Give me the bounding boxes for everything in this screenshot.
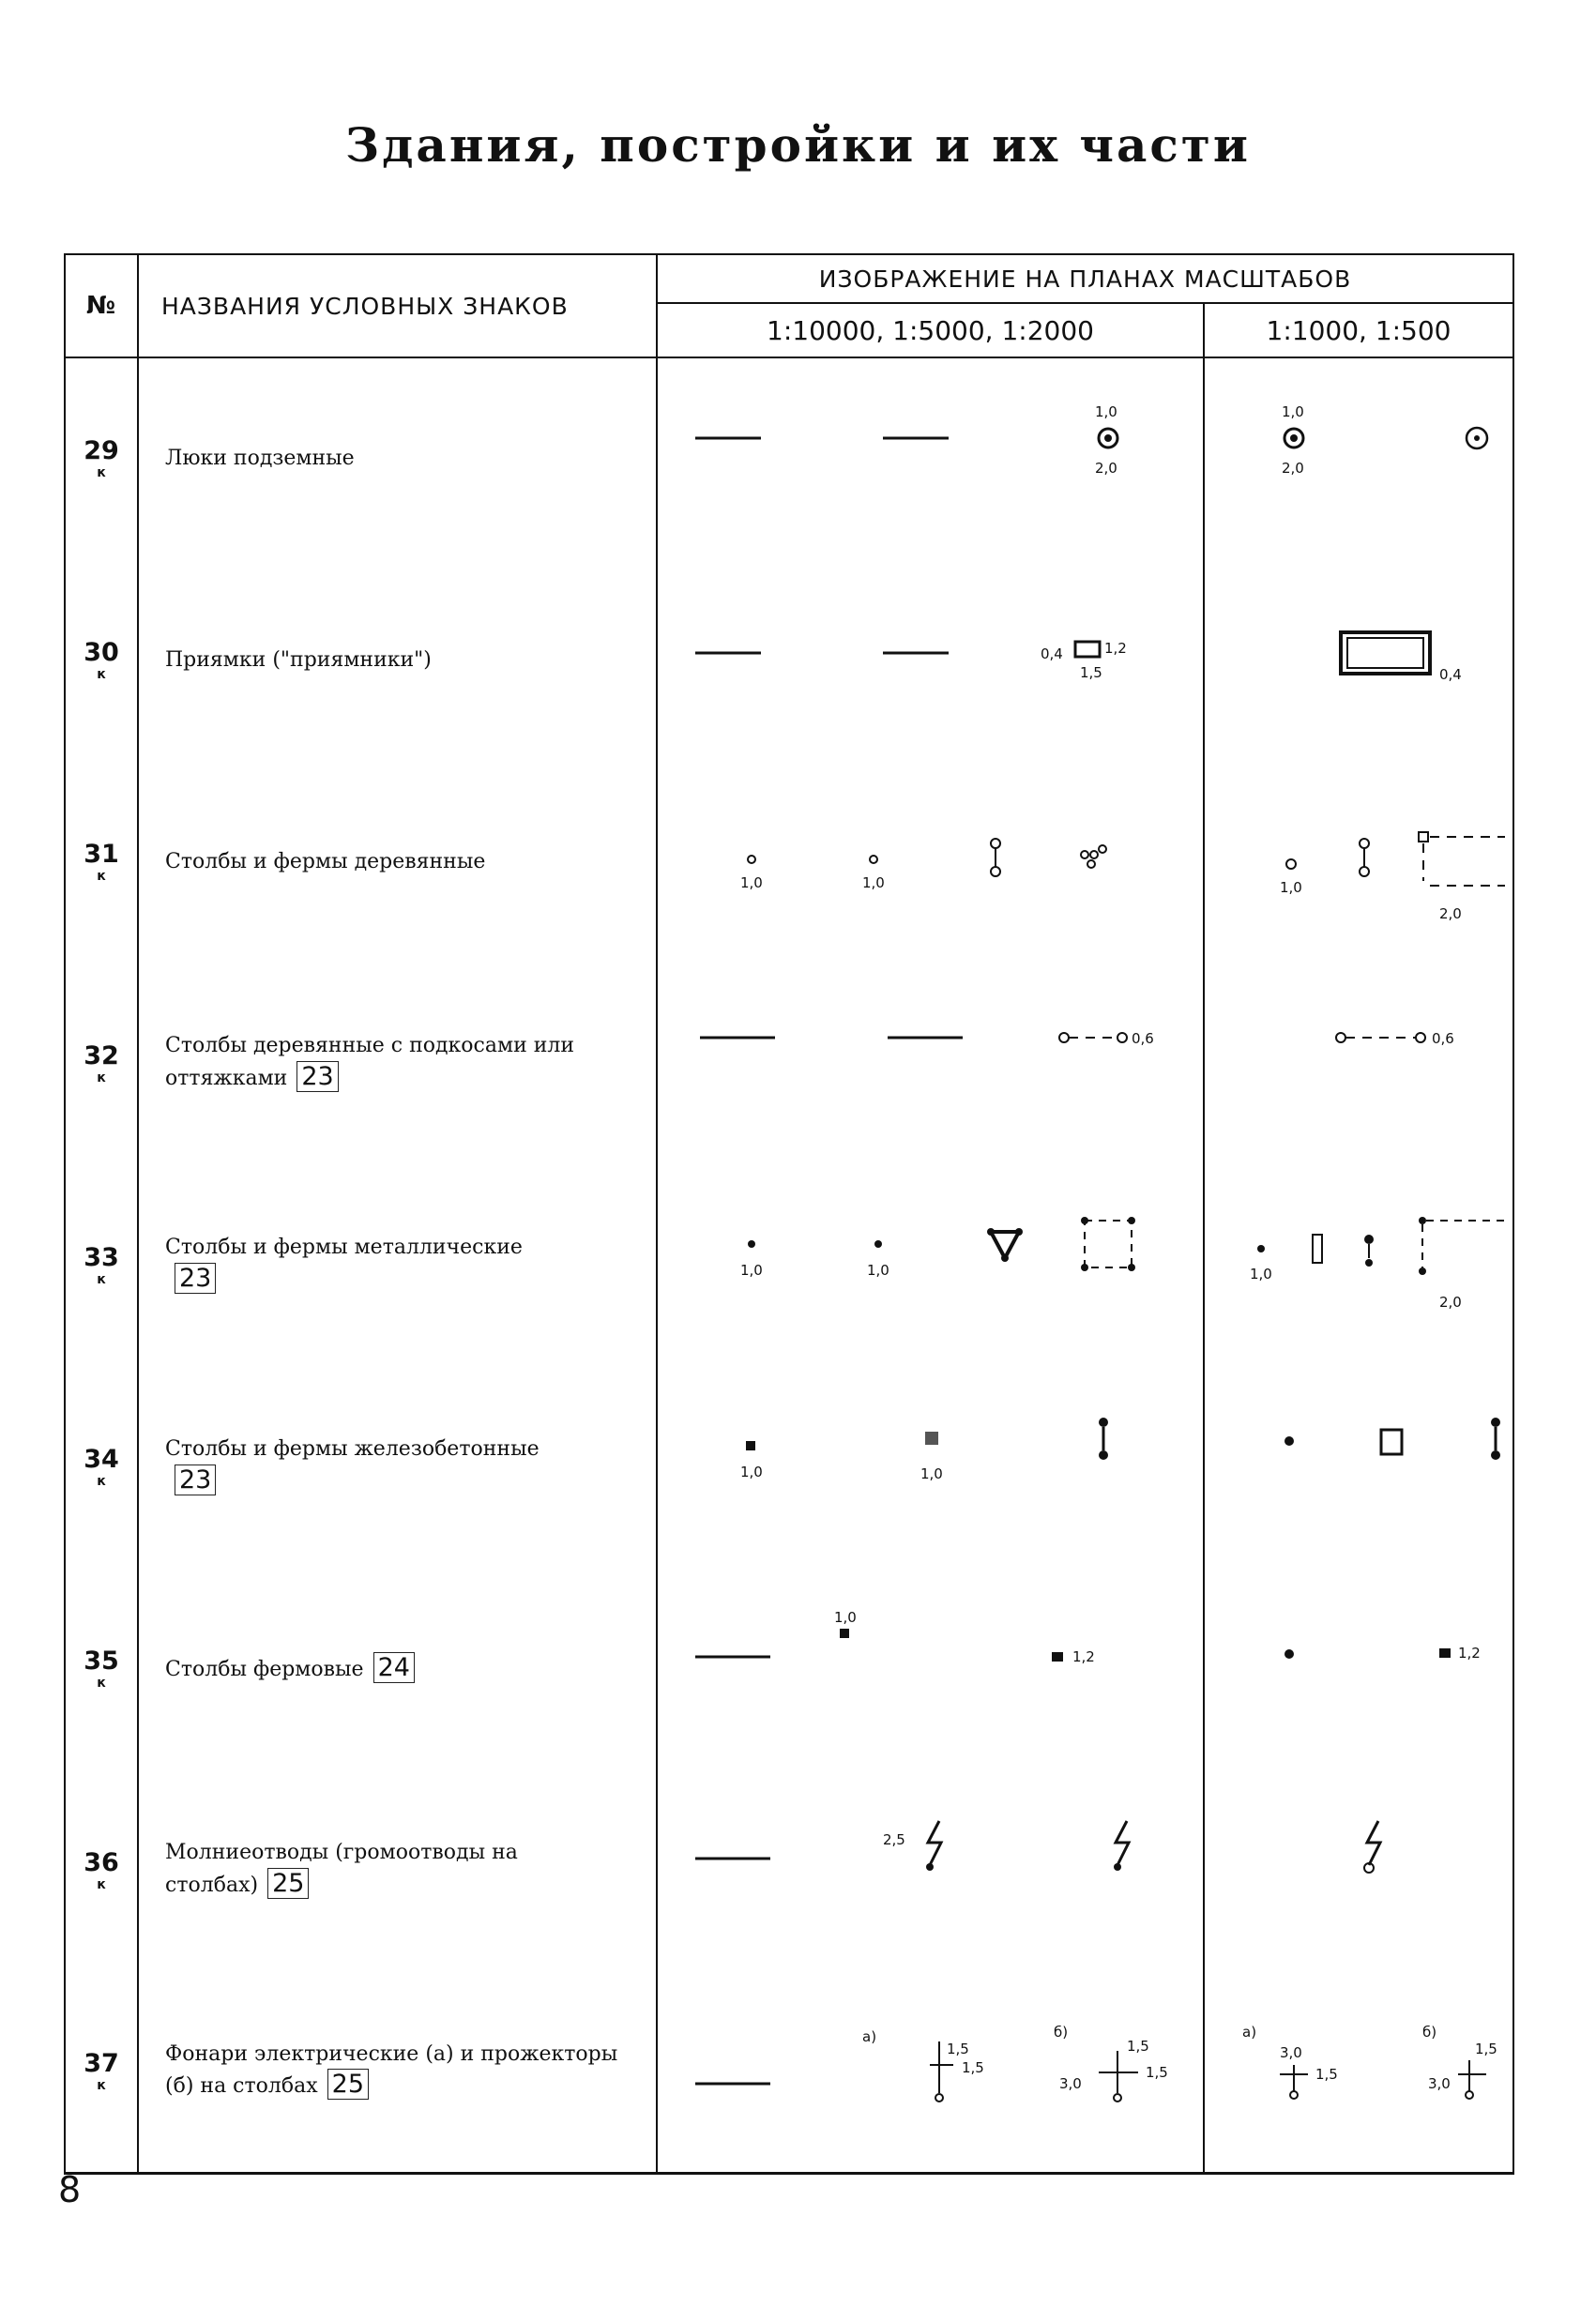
svg-text:а): а) [1242,2024,1257,2041]
svg-text:3,0: 3,0 [1280,2044,1302,2061]
svg-text:1,0: 1,0 [740,874,763,891]
row-name: Молниеотводы (громоотводы на столбах) 25 [138,1769,657,1971]
svg-text:2,5: 2,5 [883,1831,905,1848]
svg-text:2,0: 2,0 [1095,460,1117,477]
header-name: НАЗВАНИЯ УСЛОВНЫХ ЗНАКОВ [138,254,657,357]
svg-text:1,2: 1,2 [1458,1645,1481,1662]
table-row [65,1971,1513,2173]
braced-post-symbol-large [1205,963,1512,1164]
table-row [65,1568,1513,1769]
svg-text:1,2: 1,2 [1104,640,1127,657]
svg-text:1,0: 1,0 [862,874,885,891]
row-name: Люки подземные [138,357,657,559]
row-number: 37 к [65,1971,138,2173]
symbol-cell-scale-a [657,357,1204,559]
lightning-rod-symbol-large [1205,1769,1512,1971]
svg-text:1,0: 1,0 [867,1262,889,1279]
svg-text:1,5: 1,5 [947,2041,969,2057]
svg-text:1,5: 1,5 [962,2059,984,2076]
legend-table [64,253,1514,2175]
svg-text:1,0: 1,0 [920,1465,943,1482]
svg-text:0,6: 0,6 [1132,1030,1154,1047]
svg-text:а): а) [862,2028,877,2045]
svg-text:1,5: 1,5 [1315,2066,1338,2083]
header-group: ИЗОБРАЖЕНИЕ НА ПЛАНАХ МАСШТАБОВ [657,254,1513,303]
concrete-post-symbol [658,1366,1203,1568]
symbol-cell-scale-a [657,559,1204,761]
reference-number: 23 [175,1465,216,1495]
wooden-post-symbol-large [1205,761,1512,963]
reference-number: 25 [327,2069,369,2100]
table-row [65,1366,1513,1568]
row-name: Столбы и фермы железобетонные 23 [138,1366,657,1568]
svg-text:3,0: 3,0 [1059,2075,1082,2092]
symbol-cell-scale-b [1204,1769,1513,1971]
symbol-cell-scale-b [1204,963,1513,1164]
row-number: 35 к [65,1568,138,1769]
lamp-post-symbol-large [1205,1971,1512,2172]
symbol-cell-scale-a [657,1366,1204,1568]
svg-text:0,4: 0,4 [1041,645,1063,662]
symbol-cell-scale-a [657,1971,1204,2173]
table-row [65,1769,1513,1971]
symbol-cell-scale-b [1204,559,1513,761]
svg-text:0,6: 0,6 [1432,1030,1454,1047]
svg-text:0,4: 0,4 [1439,666,1462,683]
symbol-cell-scale-b [1204,761,1513,963]
row-number: 32 к [65,963,138,1164]
symbol-cell-scale-a [657,1164,1204,1366]
table-row [65,1164,1513,1366]
table-row [65,559,1513,761]
symbol-cell-scale-b [1204,1366,1513,1568]
svg-text:1,0: 1,0 [1095,403,1117,420]
row-name: Столбы деревянные с подкосами или оттяжками 23 [138,963,657,1164]
metal-post-symbol [658,1164,1203,1366]
svg-text:2,0: 2,0 [1439,905,1462,922]
manhole-symbol-large [1205,358,1512,559]
truss-post-symbol [658,1568,1203,1769]
row-number: 33 к [65,1164,138,1366]
braced-post-symbol [658,963,1203,1164]
svg-text:1,0: 1,0 [834,1609,857,1626]
svg-text:1,5: 1,5 [1127,2038,1149,2055]
row-name: Столбы фермовые 24 [138,1568,657,1769]
symbol-cell-scale-a [657,1568,1204,1769]
svg-text:1,0: 1,0 [1282,403,1304,420]
reference-number: 24 [373,1652,415,1683]
row-number: 36 к [65,1769,138,1971]
symbol-cell-scale-b [1204,1568,1513,1769]
lightning-rod-symbol [658,1769,1203,1971]
svg-text:1,0: 1,0 [740,1464,763,1480]
header-number: № [65,254,138,357]
svg-text:2,0: 2,0 [1282,460,1304,477]
svg-text:б): б) [1054,2024,1069,2041]
row-name: Фонари электрические (а) и прожекторы (б) на столбах 25 [138,1971,657,2173]
table-row [65,963,1513,1164]
symbol-cell-scale-b [1204,1971,1513,2173]
table-row [65,357,1513,559]
reference-number: 23 [175,1263,216,1294]
svg-text:1,5: 1,5 [1146,2064,1168,2081]
lamp-post-symbol [658,1971,1203,2172]
truss-post-symbol-large [1205,1568,1512,1769]
row-number: 30 к [65,559,138,761]
header-scale-a: 1:10000, 1:5000, 1:2000 [657,303,1204,357]
row-number: 34 к [65,1366,138,1568]
concrete-post-symbol-large [1205,1366,1512,1568]
svg-text:3,0: 3,0 [1428,2075,1451,2092]
metal-post-symbol-large [1205,1164,1512,1366]
row-name: Столбы и фермы деревянные [138,761,657,963]
symbol-cell-scale-a [657,1769,1204,1971]
header-scale-b: 1:1000, 1:500 [1204,303,1513,357]
symbol-cell-scale-b [1204,1164,1513,1366]
reference-number: 25 [267,1868,309,1899]
svg-text:1,2: 1,2 [1072,1648,1095,1665]
svg-text:1,0: 1,0 [1280,879,1302,896]
page-title: Здания, постройки и их части [345,117,1251,173]
svg-text:2,0: 2,0 [1439,1294,1462,1311]
row-number: 29 к [65,357,138,559]
svg-text:б): б) [1422,2024,1437,2041]
symbol-cell-scale-a [657,761,1204,963]
svg-text:1,5: 1,5 [1475,2041,1497,2057]
reference-number: 23 [296,1061,338,1092]
page-number: 8 [58,2169,82,2210]
manhole-symbol [658,358,1203,559]
pit-symbol-large [1205,559,1512,761]
symbol-cell-scale-a [657,963,1204,1164]
pit-symbol [658,559,1203,761]
wooden-post-symbol [658,761,1203,963]
row-name: Столбы и фермы металлические 23 [138,1164,657,1366]
symbol-cell-scale-b [1204,357,1513,559]
svg-text:1,0: 1,0 [1250,1266,1272,1282]
table-row [65,761,1513,963]
row-number: 31 к [65,761,138,963]
row-name: Приямки ("приямники") [138,559,657,761]
svg-text:1,5: 1,5 [1080,664,1102,681]
svg-text:1,0: 1,0 [740,1262,763,1279]
